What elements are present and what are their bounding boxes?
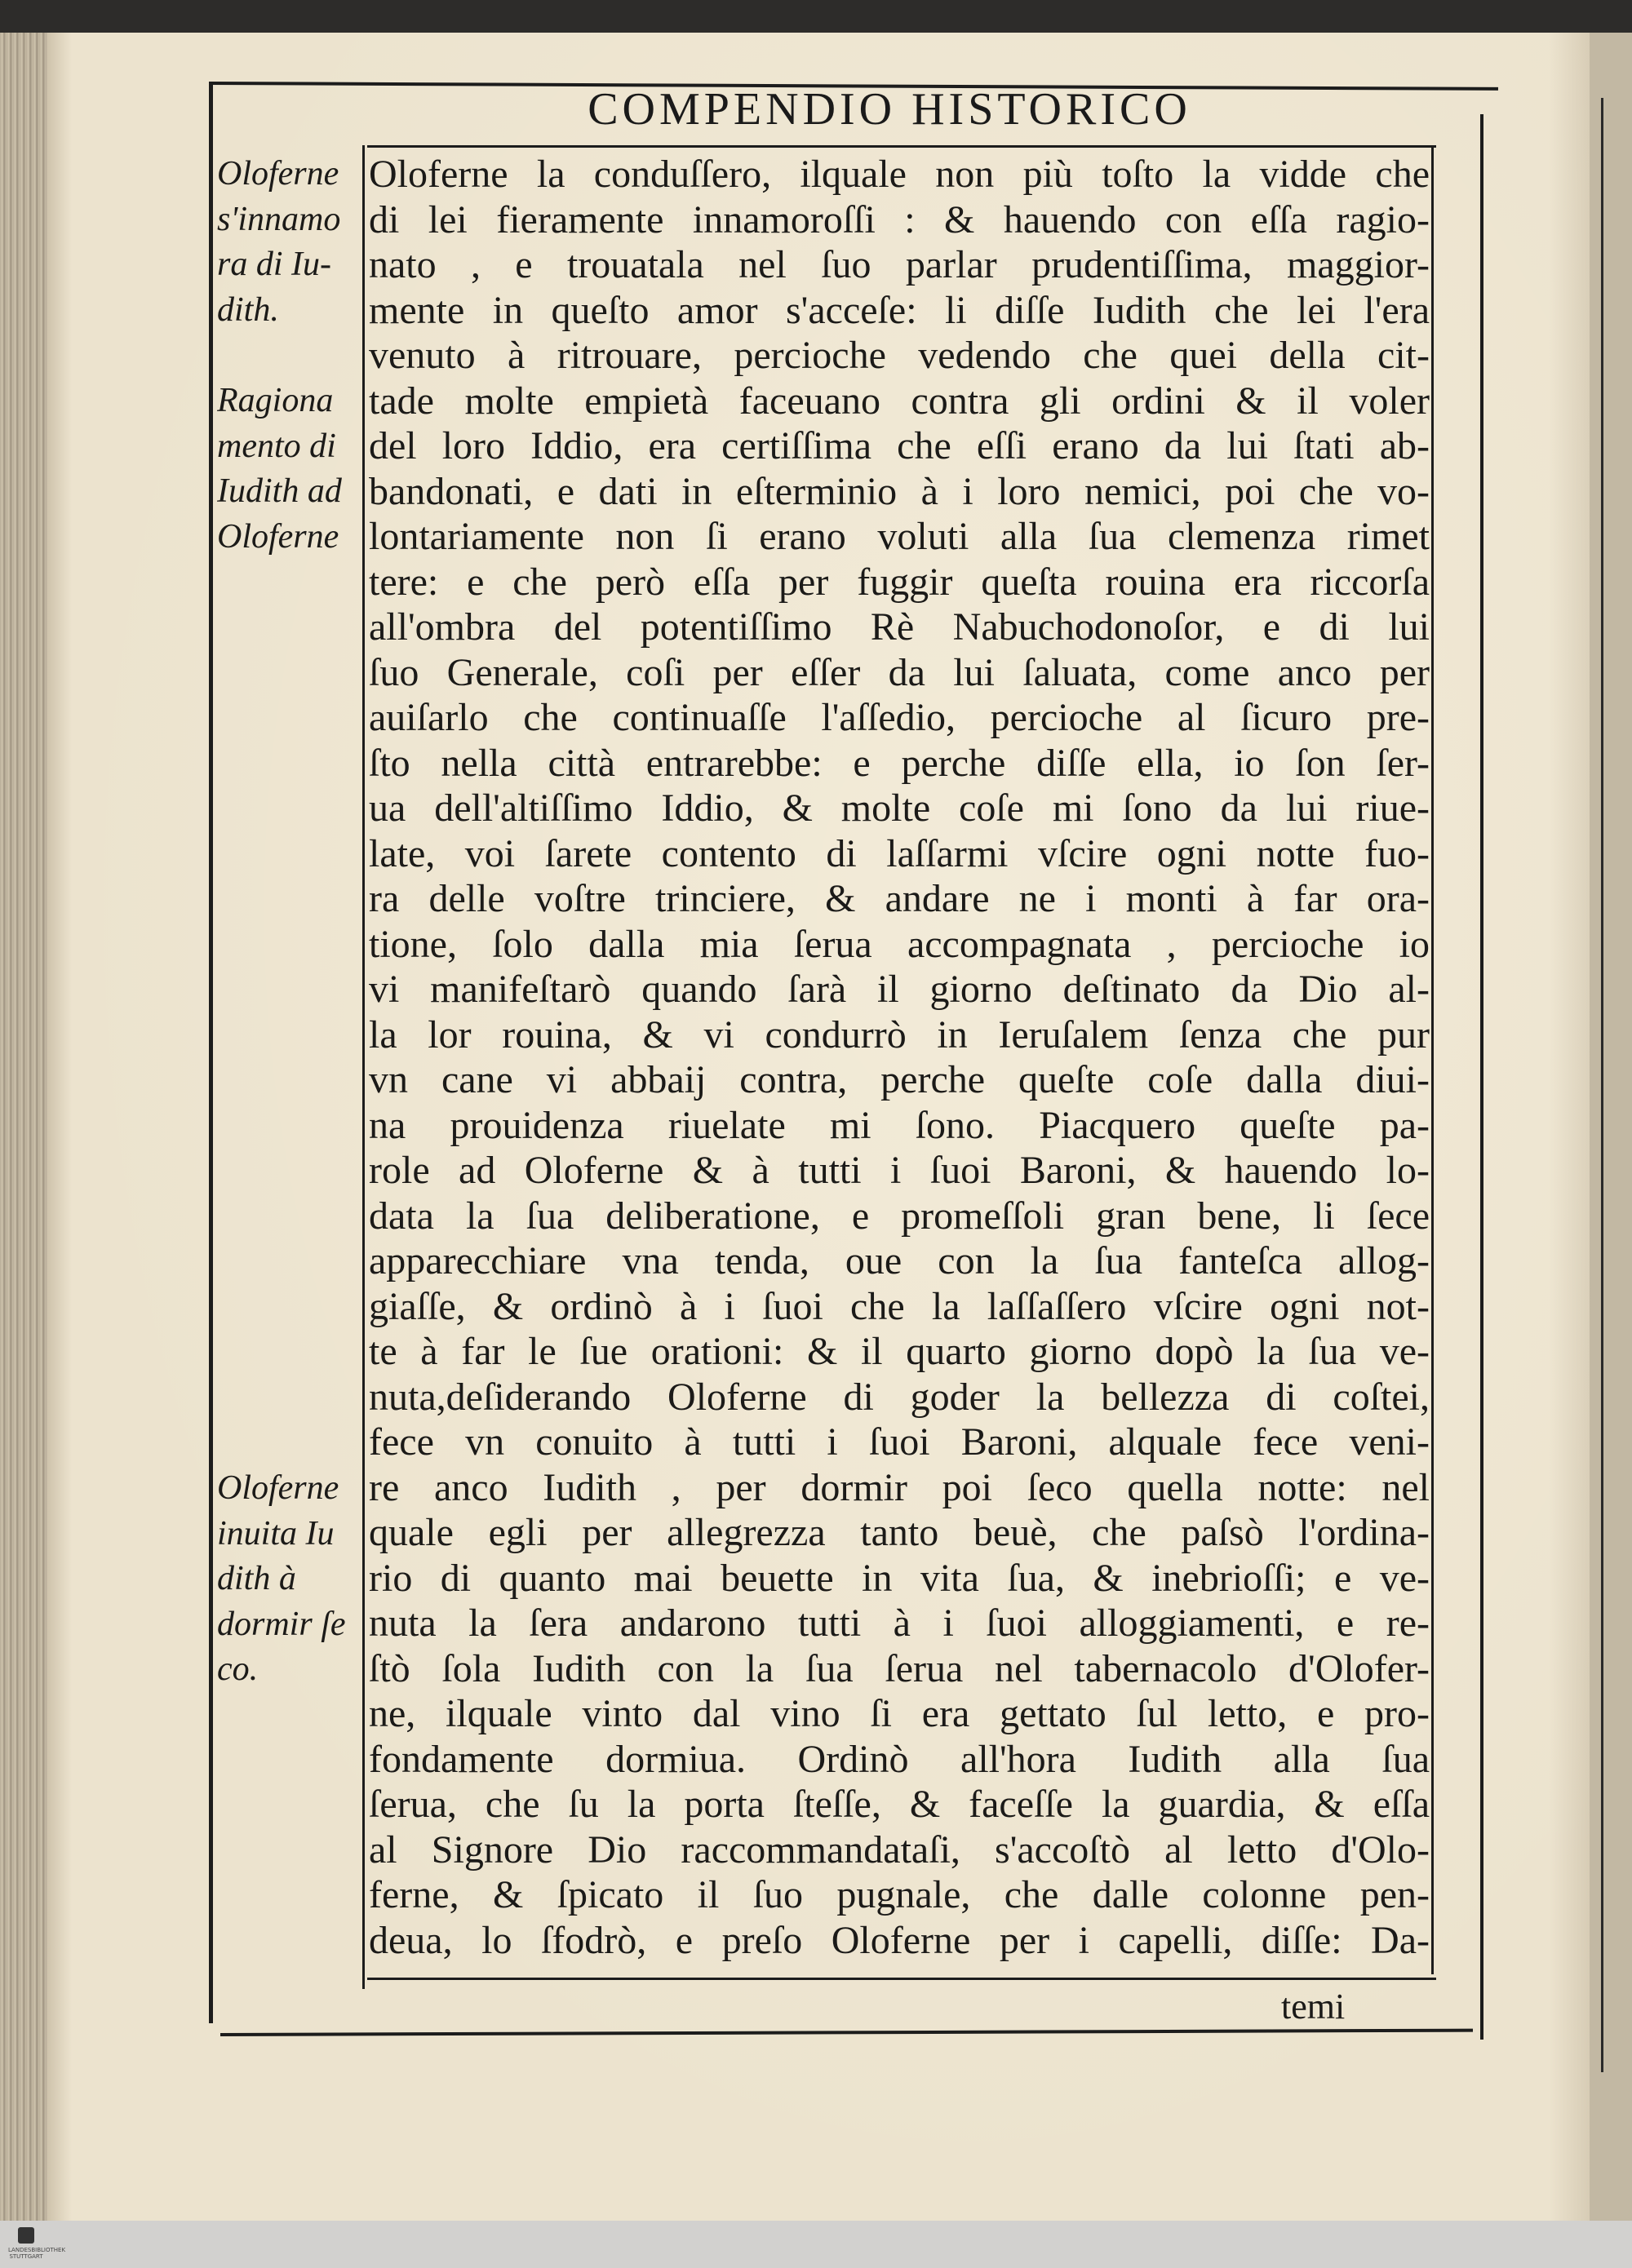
body-line: re anco Iudith , per dormir poi ſeco quella notte: nel [369, 1465, 1430, 1509]
marginal-note-line: dith à [217, 1560, 296, 1597]
body-line: ferne, & ſpicato il ſuo pugnale, che dalle colonne pen- [369, 1873, 1430, 1916]
marginal-note-line: Ragiona [217, 382, 334, 419]
marginal-note-line: s'innamo [217, 200, 341, 238]
margin-column-rule [362, 145, 365, 1989]
running-head: COMPENDIO HISTORICO [588, 84, 1191, 135]
body-line: vi manifeſtarò quando ſarà il giorno deſtinato da Dio al- [369, 968, 1430, 1011]
facing-page-edge [1590, 33, 1632, 2221]
body-line: Oloferne la conduſſero, ilquale non più toſto la vidde che [369, 153, 1430, 196]
marginal-note-line: ra di Iu- [217, 246, 331, 283]
marginal-note [217, 379, 361, 560]
body-line: tade molte empietà faceuano contra gli ordini & il voler [369, 379, 1430, 423]
body-line: fondamente dormiua. Ordinò all'hora Iudith alla ſua [369, 1737, 1430, 1781]
body-line: nuta la ſera andarono tutti à i ſuoi alloggiamenti, e re- [369, 1601, 1430, 1645]
body-line: late, voi ſarete contento di laſſarmi vſcire ogni notte fuo- [369, 831, 1430, 875]
body-line: del loro Iddio, era certiſſima che eſſi erano da lui ſtati ab- [369, 424, 1430, 467]
body-line: giaſſe, & ordinò à i ſuoi che la laſſaſſero vſcire ogni not- [369, 1284, 1430, 1328]
body-line: la lor rouina, & vi condurrò in Ieruſalem ſenza che pur [369, 1012, 1430, 1056]
marginal-note-line: inuita Iu [217, 1514, 335, 1553]
marginal-note-line: Iudith ad [217, 472, 342, 510]
body-line: ra delle voſtre trinciere, & andare ne i monti à far ora- [369, 877, 1430, 920]
body-line: auiſarlo che continuaſſe l'aſſedio, percioche al ſicuro pre- [369, 696, 1430, 739]
body-line: tere: e che però eſſa per fuggir queſta rouina era riccorſa [369, 560, 1430, 604]
body-line: ſerua, che ſu la porta ſteſſe, & faceſſe la guardia, & eſſa [369, 1783, 1430, 1826]
marginal-note [217, 152, 361, 333]
marginal-note-line: mento di [217, 427, 336, 465]
body-line: venuto à ritrouare, percioche vedendo che quei della cit- [369, 334, 1430, 377]
body-line: mente in queſto amor s'acceſe: li diſſe Iudith che lei l'era [369, 288, 1430, 332]
viewer-top-bar [0, 0, 1632, 33]
body-line: te à far le ſue orationi: & il quarto giorno dopò la ſua ve- [369, 1330, 1430, 1373]
text-block-rule-bottom [367, 1978, 1436, 1980]
body-line: vn cane vi abbaij contra, perche queſte coſe dalla diui- [369, 1058, 1430, 1101]
body-line: lontariamente non ſi erano voluti alla ſua clemenza rimet [369, 515, 1430, 558]
body-line: al Signore Dio raccommandataſi, s'accoſtò al letto d'Olo- [369, 1827, 1430, 1872]
library-logo-text: LANDESBIBLIOTHEK STUTTGART [8, 2247, 66, 2260]
body-line: nato , e trouatala nel ſuo parlar prudentiſſima, maggior- [369, 243, 1430, 286]
body-line: nuta,deſiderando Oloferne di goder la bellezza di coſtei, [369, 1375, 1430, 1419]
body-line: ſto nella città entrarebbe: e perche diſſe ella, io ſon ſer- [369, 741, 1430, 785]
marginal-note-line: dith. [217, 290, 279, 329]
body-line: data la ſua deliberatione, e promeſſoli gran bene, li ſece [369, 1194, 1430, 1238]
viewer-bottom-bar [0, 2221, 1632, 2268]
body-text [369, 152, 1430, 1963]
marginal-note-line: co. [217, 1650, 259, 1688]
marginal-note-line: Oloferne [217, 155, 339, 193]
body-line: bandonati, e dati in eſterminio à i loro nemici, poi che vo- [369, 469, 1430, 513]
body-line: di lei fieramente innamoroſſi : & hauendo con eſſa ragio- [369, 197, 1430, 241]
body-line: na prouidenza riuelate mi ſono. Piacquero queſte pa- [369, 1103, 1430, 1147]
marginal-note-line: Oloferne [217, 1469, 339, 1507]
frame-rule-left [209, 82, 213, 2023]
catchword: temi [1281, 1987, 1346, 2027]
marginal-note-line: Oloferne [217, 517, 339, 556]
marginal-note-line: dormir ſe [217, 1605, 346, 1643]
library-logo-mark [18, 2227, 34, 2244]
facing-page-rule [1601, 98, 1603, 2072]
body-line: all'ombra del potentiſſimo Rè Nabuchodonoſor, e di lui [369, 605, 1430, 649]
library-logo [8, 2226, 66, 2263]
body-line: ſtò ſola Iudith con la ſua ſerua nel tabernacolo d'Olofer- [369, 1646, 1430, 1690]
body-line: role ad Oloferne & à tutti i ſuoi Baroni, & hauendo lo- [369, 1149, 1430, 1192]
frame-rule-right [1480, 114, 1483, 2040]
body-line: rio di quanto mai beuette in vita ſua, & inebrioſſi; e ve- [369, 1556, 1430, 1600]
body-line: ua dell'altiſſimo Iddio, & molte coſe mi ſono da lui riue- [369, 786, 1430, 830]
body-line: ne, ilquale vinto dal vino ſi era gettato ſul letto, e pro- [369, 1692, 1430, 1735]
body-line: quale egli per allegrezza tanto beuè, che paſsò l'ordina- [369, 1511, 1430, 1554]
body-line: ſuo Generale, coſi per eſſer da lui ſaluata, come anco per [369, 650, 1430, 694]
marginal-note [217, 1466, 361, 1693]
body-line: deua, lo ſfodrò, e preſo Oloferne per i capelli, diſſe: Da- [369, 1918, 1430, 1962]
body-line: tione, ſolo dalla mia ſerua accompagnata , percioche io [369, 922, 1430, 966]
text-block-rule-top [367, 145, 1436, 148]
body-line: fece vn conuito à tutti i ſuoi Baroni, alquale fece veni- [369, 1420, 1430, 1464]
body-line: apparecchiare vna tenda, oue con la ſua fanteſca allog- [369, 1239, 1430, 1282]
text-block-rule-right [1431, 147, 1434, 1974]
